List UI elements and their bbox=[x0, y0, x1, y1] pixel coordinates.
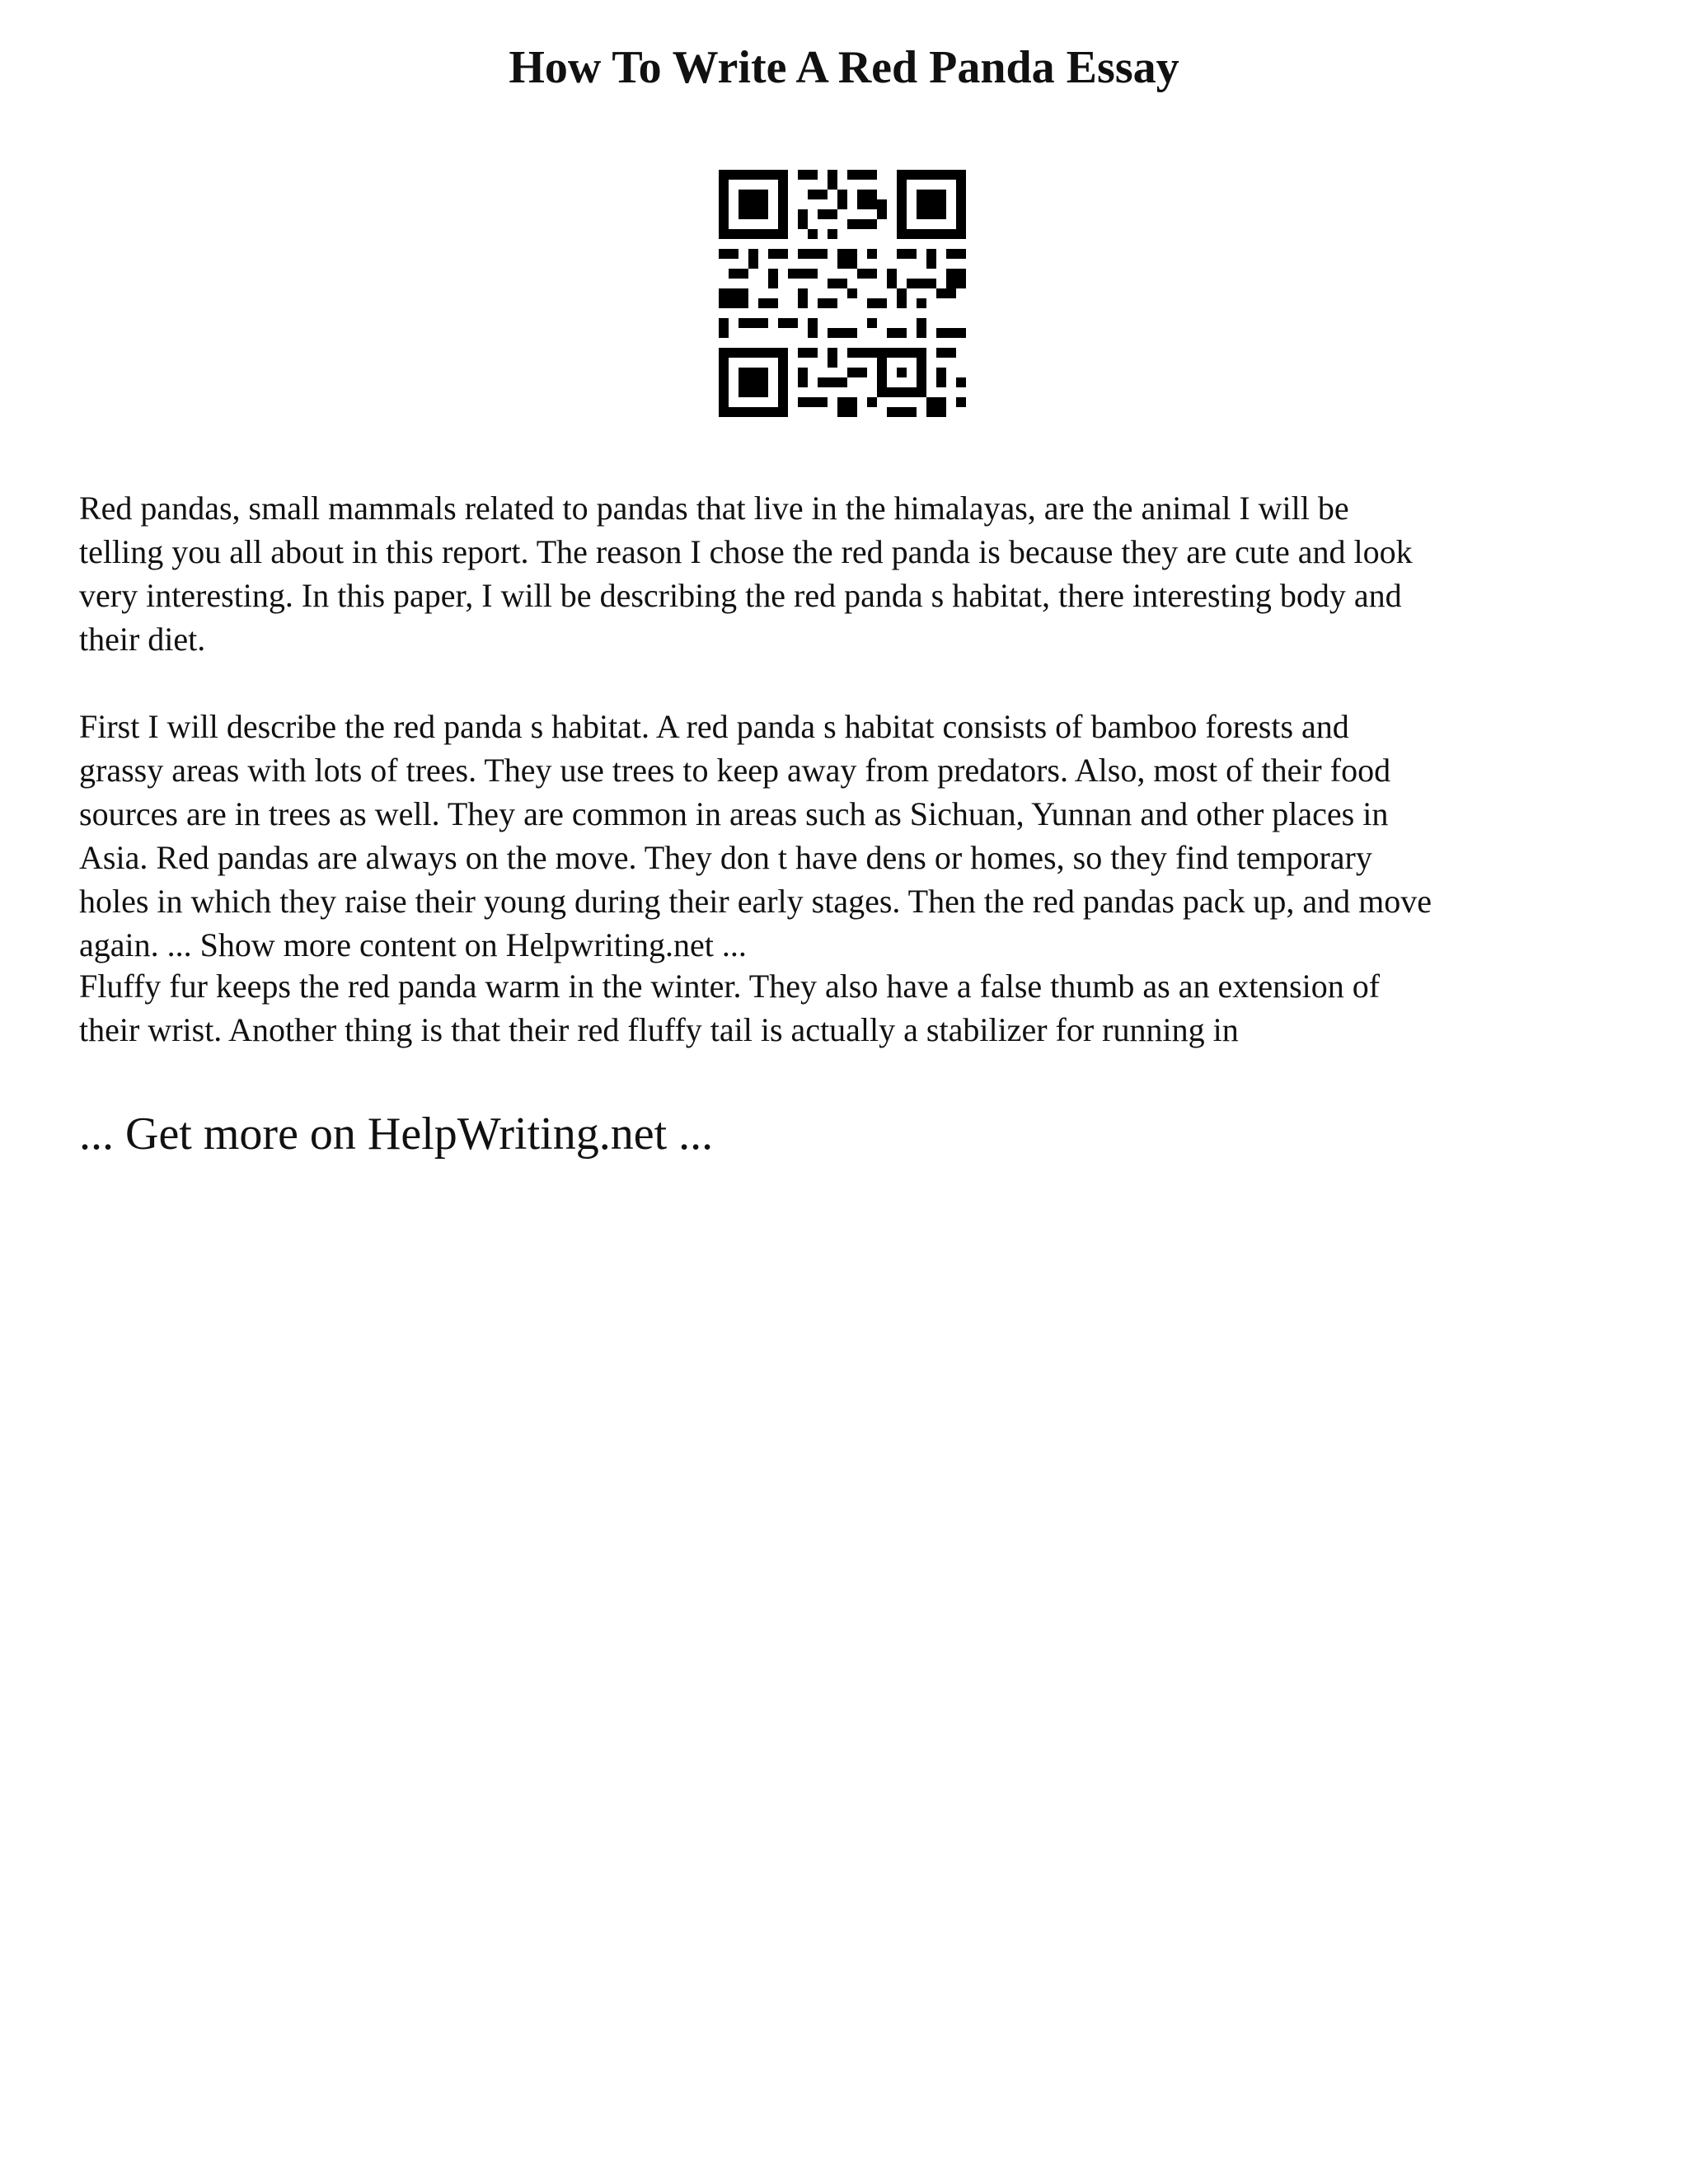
text-line: grassy areas with lots of trees. They use trees to keep away from predators. Also, most of their food bbox=[79, 752, 1391, 789]
text-line: telling you all about in this report. The reason I chose the red panda is because they are cute and look bbox=[79, 533, 1413, 570]
qr-code-icon bbox=[719, 170, 966, 417]
text-line: their diet. bbox=[79, 621, 206, 658]
text-line: Red pandas, small mammals related to pandas that live in the himalayas, are the animal I will be bbox=[79, 490, 1349, 527]
page-title: How To Write A Red Panda Essay bbox=[509, 42, 1179, 93]
paragraph-habitat bbox=[79, 705, 1612, 967]
text-line: First I will describe the red panda s habitat. A red panda s habitat consists of bamboo forests and bbox=[79, 708, 1349, 745]
get-more-link[interactable]: ... Get more on HelpWriting.net ... bbox=[79, 1108, 714, 1160]
paragraph-intro bbox=[79, 486, 1612, 661]
text-line: again. ... Show more content on Helpwriting.net ... bbox=[79, 926, 747, 963]
text-line: very interesting. In this paper, I will be describing the red panda s habitat, there interesting body and bbox=[79, 577, 1402, 614]
text-line: sources are in trees as well. They are common in areas such as Sichuan, Yunnan and other places in bbox=[79, 795, 1389, 832]
text-line: Fluffy fur keeps the red panda warm in the winter. They also have a false thumb as an extension of bbox=[79, 968, 1381, 1005]
text-line: Asia. Red pandas are always on the move. They don t have dens or homes, so they find temporary bbox=[79, 839, 1372, 876]
text-line: their wrist. Another thing is that their red fluffy tail is actually a stabilizer for running in bbox=[79, 1011, 1239, 1048]
paragraph-body bbox=[79, 964, 1612, 1052]
text-line: holes in which they raise their young during their early stages. Then the red pandas pack up, and move bbox=[79, 883, 1432, 920]
